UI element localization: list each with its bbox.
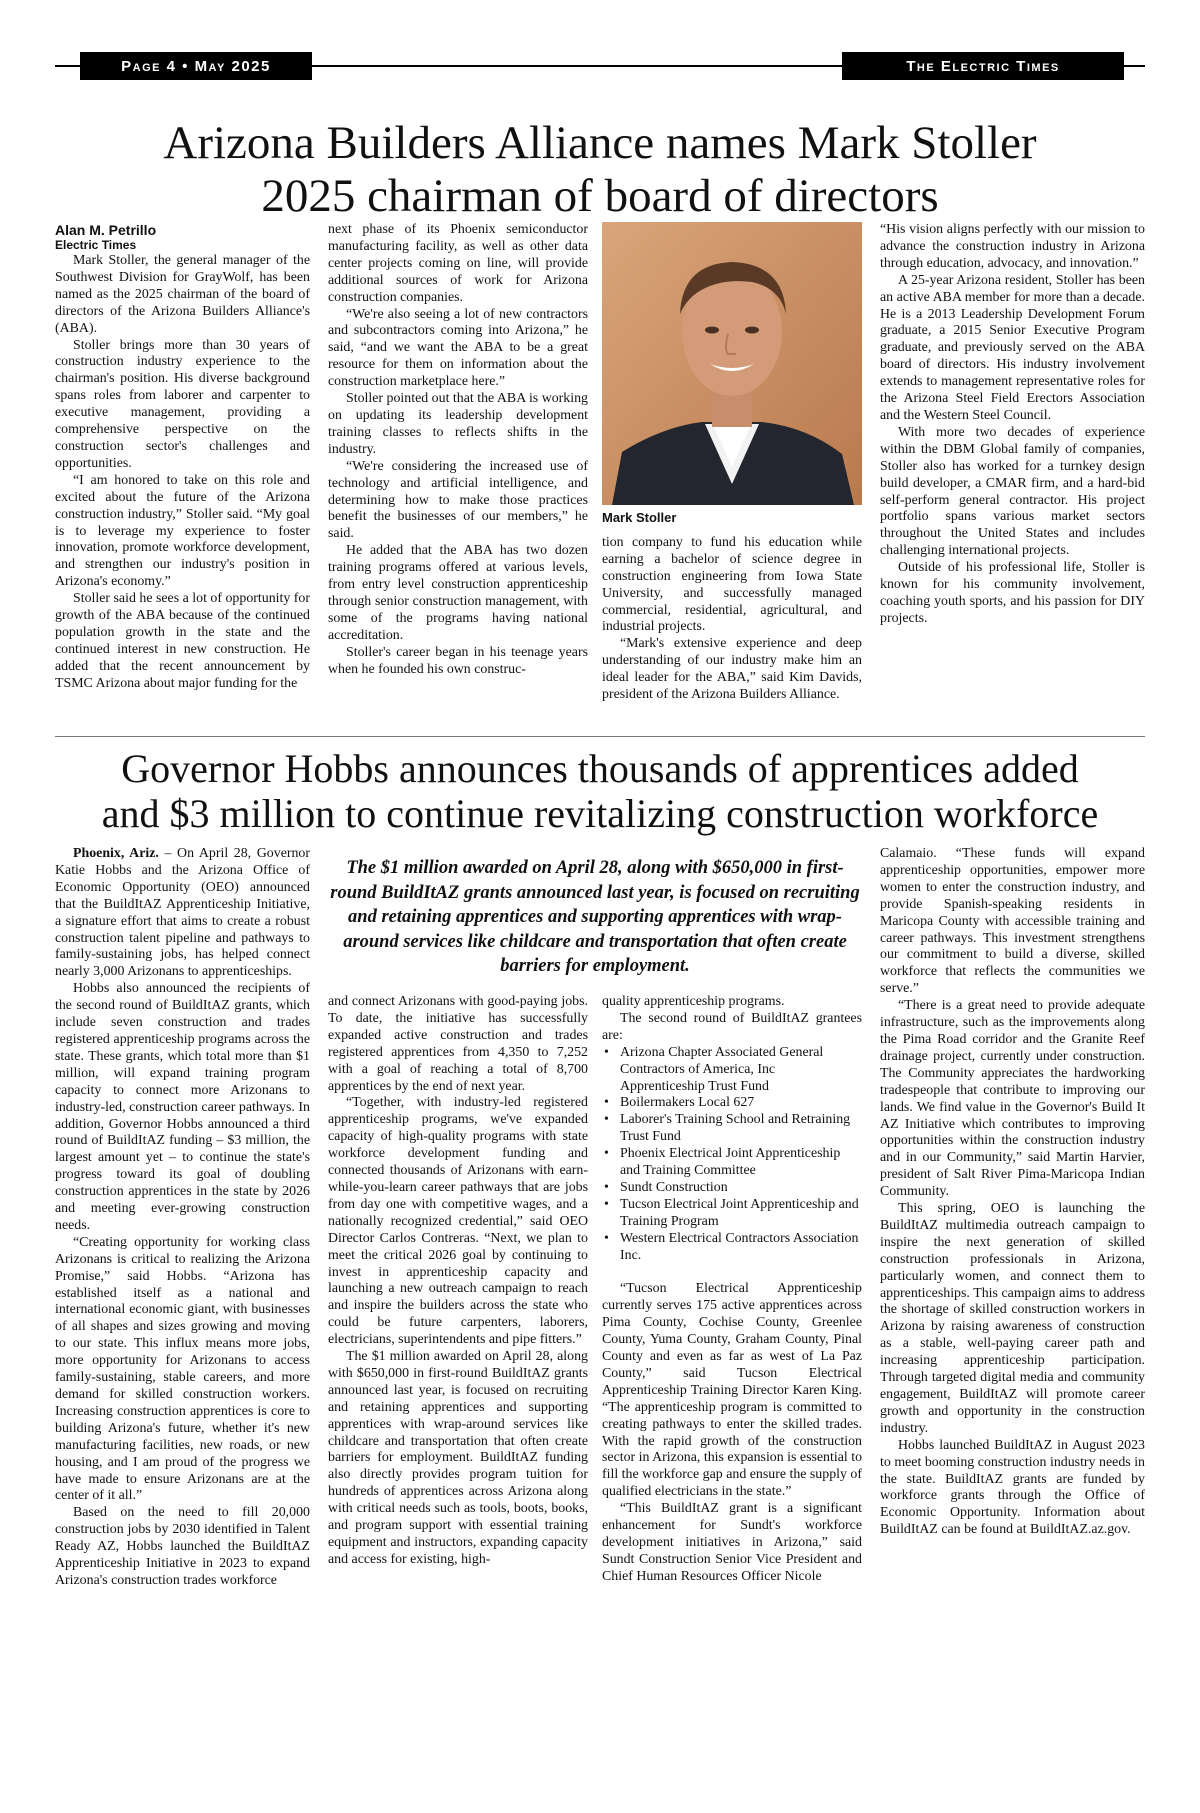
- paragraph: Stoller said he sees a lot of opportunity for growth of the ABA because of the continued population growth in the state and the continued interest in new construction. He added that the recent announcement by TSMC Arizona about major funding for the: [55, 591, 310, 691]
- story1-headline-line1: Arizona Builders Alliance names Mark Stoller: [163, 117, 1037, 169]
- paragraph: This spring, OEO is launching the BuildItAZ multimedia outreach campaign to inspire the next generation of skilled construction professionals in Arizona, particularly women, and connect them to apprenticeships. This campaign aims to address the shortage of skilled construction workers in Arizona by raising awareness of construction as a stable, well-paying career path and increasing apprenticeship participation. Through targeted digital media and community engagement, BuildItAZ will promote career growth and opportunity in the construction industry.: [880, 1201, 1145, 1436]
- paragraph: “This BuildItAZ grant is a significant enhancement for Sundt's workforce development initiatives in Arizona,” said Sundt Construction Senior Vice President and Chief Human Resources Officer Nicole: [602, 1501, 862, 1584]
- paragraph: Stoller pointed out that the ABA is working on updating its leadership development training classes to reflects shifts in the industry.: [328, 391, 588, 457]
- paragraph: A 25-year Arizona resident, Stoller has been an active ABA member for more than a decade. He is a 2013 Leadership Development Forum graduate, a 2015 Senior Executive Program graduate, and previously served on the ABA board of directors. His industry involvement extends to management representative roles for the Arizona Steel Field Erectors Association and the Western Steel Council.: [880, 272, 1145, 423]
- paragraph: next phase of its Phoenix semiconductor manufacturing facility, as well as other data center projects coming on line, will provide additional sources of work for Arizona construction companies.: [328, 222, 588, 305]
- portrait-photo: [602, 222, 862, 505]
- paragraph: Calamaio. “These funds will expand apprenticeship opportunities, empower more women to enter the construction industry, and provide Spanish-speaking residents in Maricopa County with accessible training and career pathways. This investment strengthens our commitment to build a diverse, skilled workforce that reflects the communities we serve.”: [880, 846, 1145, 997]
- story1-column-4: [880, 222, 1145, 628]
- story1-column-3: [602, 510, 862, 704]
- story2-column-4: [880, 846, 1145, 1539]
- grantee-list: [602, 1045, 862, 1265]
- list-item: • Boilermakers Local 627: [602, 1095, 862, 1112]
- photo-caption: Mark Stoller: [602, 510, 677, 525]
- story1-headline: [55, 117, 1145, 222]
- paragraph: With more two decades of experience within the DBM Global family of companies, Stoller also has worked for a turnkey design build developer, a CMAR firm, and a hard-bid self-perform general contractor. His project portfolio spans various market sectors throughout the United States and includes challenging international projects.: [880, 424, 1145, 559]
- paragraph: Hobbs launched BuildItAZ in August 2023 to meet booming construction industry needs in the state. BuildItAZ grants are funded by workforce grants through the Office of Economic Opportunity. Information about BuildItAZ can be found at BuildItAZ.az.gov.: [880, 1437, 1145, 1538]
- portrait-illustration: [602, 222, 862, 505]
- paragraph: Mark Stoller, the general manager of the Southwest Division for GrayWolf, has been named as the 2025 chairman of the board of directors of the Arizona Builders Alliance's (ABA).: [55, 253, 310, 336]
- paragraph: “We're also seeing a lot of new contractors and subcontractors coming into Arizona,” he said, “and we want the ABA to be a great resource for them on information about the construction marketplace here.”: [328, 306, 588, 390]
- list-item: • Phoenix Electrical Joint Apprenticeship and Training Committee: [602, 1146, 862, 1180]
- paragraph: quality apprenticeship programs.: [602, 994, 785, 1009]
- paragraph: “His vision aligns perfectly with our mission to advance the construction industry in Arizona through education, advocacy, and innovation.”: [880, 222, 1145, 271]
- paragraph: “Tucson Electrical Apprenticeship currently serves 175 active apprentices across Pima County, Cochise County, Greenlee County, Yuma County, Graham County, Pinal County and even as far as west of La Paz County,” said Tucson Electrical Apprenticeship Training Director Karen King. “The apprenticeship program is committed to creating pathways to enter the skilled trades. With the rapid growth of the construction sector in Arizona, this expansion is essential to fill the workforce gap and ensure the supply of qualified electricians in the state.”: [602, 1281, 863, 1500]
- paragraph: “I am honored to take on this role and excited about the future of the Arizona construction industry,” Stoller said. “My goal is to leverage my experience to foster innovation, promote workforce development, and strengthen our industry's position in Arizona's economy.”: [55, 472, 310, 590]
- paragraph: Outside of his professional life, Stoller is known for his community involvement, coaching youth sports, and his passion for DIY projects.: [880, 560, 1145, 626]
- story2-column-2: [328, 994, 588, 1569]
- paragraph: and connect Arizonans with good-paying jobs. To date, the initiative has successfully expanded active construction and trades registered apprentices from 4,350 to 7,252 with a goal of reaching a total of 8,700 apprentices by the end of next year.: [328, 994, 588, 1094]
- lead-text: – On April 28, Governor Katie Hobbs and the Arizona Office of Economic Opportunity (OEO) announced that the BuildItAZ Apprenticeship Initiative, a signature effort that aims to create a robust construction talent pipeline and pathways to family-sustaining jobs, has helped connect nearly 3,000 Arizonans to apprenticeships.: [55, 846, 310, 980]
- paragraph: “There is a great need to provide adequate infrastructure, such as the improvements along the Pima Road corridor and the Granite Reef drainage project, currently under construction. The Community appreciates the hardworking tradespeople that contribute to improving our lands. We find value in the Governor's Build It AZ Initiative which contributes to improving opportunities within the construction industry and in our Community,” said Martin Harvier, president of Salt River Pima-Maricopa Indian Community.: [880, 998, 1145, 1200]
- paragraph: “Together, with industry-led registered apprenticeship programs, we've expanded capacity of high-quality programs with state workforce development funding and connected thousands of Arizonans with earn-while-you-learn career pathways that are jobs from day one with competitive wages, and a nationally recognized credential,” said OEO Director Carlos Contreras. “Next, we plan to meet the critical 2026 goal by continuing to invest in apprenticeship capacity and launching a new outreach campaign to reach and inspire the builders across the state who could be future carpenters, laborers, electricians, superintendents and pipe fitters.”: [328, 1095, 588, 1348]
- paragraph: Based on the need to fill 20,000 construction jobs by 2030 identified in Talent Ready AZ, Hobbs launched the BuildItAZ Apprenticeship Initiative in 2023 to expand Arizona's construction trades workforce: [55, 1505, 310, 1588]
- paragraph: “We're considering the increased use of technology and artificial intelligence, and determining how to make those practices benefit the businesses of our members,” he said.: [328, 458, 588, 542]
- story2-headline-line2: and $3 million to continue revitalizing construction workforce: [101, 790, 1099, 836]
- story1-column-2: [328, 222, 588, 678]
- pull-quote: The $1 million awarded on April 28, along with $650,000 in first-round BuildItAZ grants announced last year, is focused on recruiting and retaining apprentices and supporting apprentices with wrap-around services like childcare and transportation that often create barriers for employment.: [330, 858, 860, 976]
- paragraph: The $1 million awarded on April 28, along with $650,000 in first-round BuildItAZ grants announced last year, is focused on recruiting and retaining apprentices and supporting apprentices with wrap-around services like childcare and transportation that often create barriers for employment. BuildItAZ funding also directly provides program tuition for hundreds of apprentices across Arizona along with critical needs such as tools, boots, books, and program support with essential training equipment and instructors, expanding capacity and access for existing, high-: [328, 1349, 588, 1567]
- paragraph: “Mark's extensive experience and deep understanding of our industry make him an ideal leader for the ABA,” said Kim Davids, president of the Arizona Builders Alliance.: [602, 636, 862, 703]
- story1-headline-line2: 2025 chairman of board of directors: [261, 169, 939, 222]
- story2-column-3: [602, 994, 862, 1586]
- paragraph: “Creating opportunity for working class Arizonans is critical to realizing the Arizona Promise,” said Hobbs. “Arizona has established itself as a national and international economic giant, with businesses of all shapes and sizes growing and moving to our state. This influx means more jobs, more opportunity for Arizonans to access family-sustaining, stable careers, and more demand for skilled construction workers. Increasing construction apprentices is core to building Arizona's future, whether it's new manufacturing facilities, new roads, or new housing, and I am proud of the progress we have made to ensure Arizonans are at the center of it all.”: [55, 1234, 310, 1504]
- author-org: Electric Times: [55, 238, 137, 252]
- story2-column-1: [55, 846, 310, 1590]
- page-label: Page 4 • May 2025: [80, 52, 312, 80]
- section-divider: [55, 736, 1145, 737]
- list-item: • Laborer's Training School and Retraining Trust Fund: [602, 1112, 862, 1146]
- paragraph: The second round of BuildItAZ grantees are:: [602, 1010, 862, 1043]
- list-item: • Western Electrical Contractors Association Inc.: [602, 1231, 862, 1265]
- story2-headline: [40, 747, 1160, 837]
- list-item: • Arizona Chapter Associated General Contractors of America, Inc Apprenticeship Trust Fund: [602, 1045, 862, 1096]
- list-item: • Sundt Construction: [602, 1180, 862, 1197]
- paragraph: Stoller brings more than 30 years of construction industry experience to the chairman's position. His diverse background spans roles from laborer and carpenter to executive management, providing a comprehensive perspective on the construction sector's challenges and opportunities.: [55, 337, 310, 471]
- dateline: Phoenix, Ariz.: [73, 846, 159, 861]
- paragraph: [55, 846, 310, 981]
- story2-headline-line1: Governor Hobbs announces thousands of apprentices added: [121, 746, 1079, 791]
- paragraph: Stoller's career began in his teenage years when he founded his own construc-: [328, 644, 588, 677]
- publication-name: The Electric Times: [842, 52, 1124, 80]
- paragraph: Hobbs also announced the recipients of the second round of BuildItAZ grants, which include seven construction and trades registered apprenticeship programs across the state. These grants, which total more than $1 million, will expand training program capacity to connect more Arizonans to industry-led, construction career pathways. In addition, Governor Hobbs announced a third round of BuildItAZ funding – $3 million, the largest amount yet – to continue the state's progress toward its goal of doubling construction apprentices in the state by 2026 and meeting ever-growing construction needs.: [55, 981, 310, 1233]
- author-name: Alan M. Petrillo: [55, 222, 157, 238]
- paragraph: tion company to fund his education while earning a bachelor of science degree in construction engineering from Iowa State University, and successfully managed commercial, residential, agricultural, and industrial projects.: [602, 534, 862, 635]
- story1-column-1: [55, 222, 310, 693]
- paragraph: He added that the ABA has two dozen training programs offered at various levels, from entry level construction apprenticeship through senior construction management, with some of the programs having national accreditation.: [328, 543, 588, 643]
- list-item: • Tucson Electrical Joint Apprenticeship and Training Program: [602, 1197, 862, 1231]
